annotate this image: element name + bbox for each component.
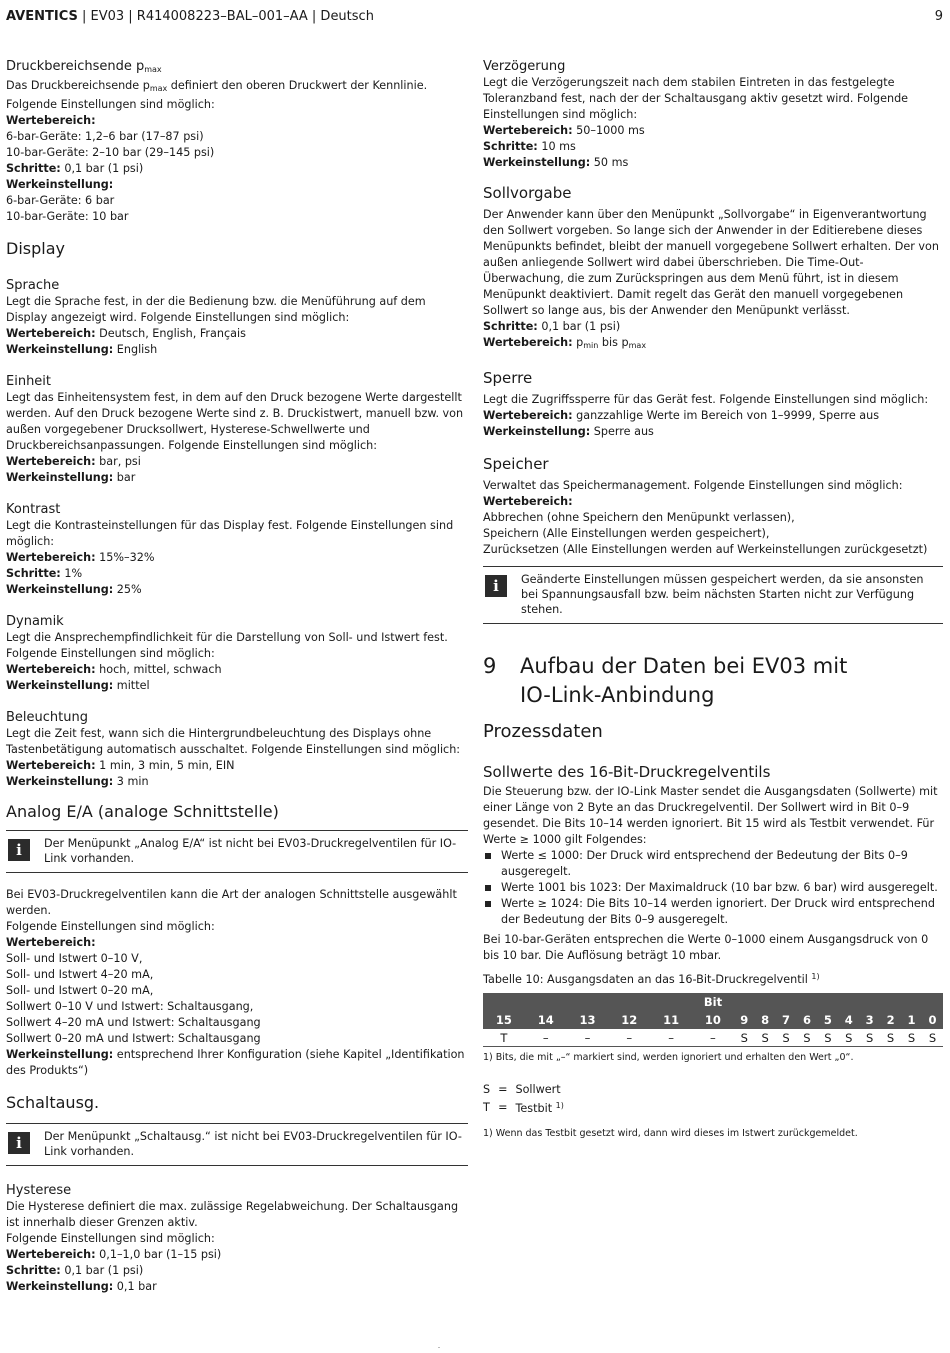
list-item: Werte ≤ 1000: Der Druck wird entsprechend der Bedeutung der Bits 0–9 ausgeregelt. [483,848,943,880]
pmax-desc-2: Folgende Einstellungen sind möglich: [6,98,215,111]
bit-value: S [838,1029,859,1047]
label-werkeinstellung: Werkeinstellung: [6,178,114,191]
prozessdaten-heading: Prozessdaten [483,721,603,742]
sollwerte-heading: Sollwerte des 16-Bit-Druckregelventils [483,763,771,781]
bit-value: S [734,1029,755,1047]
analog-option: Sollwert 0–20 mA und Istwert: Schaltausgang [6,1032,261,1045]
pmax-step: Schritte: 0,1 bar (1 psi) [6,162,144,175]
analog-text-2: Folgende Einstellungen sind möglich: [6,920,215,933]
kontrast-wk: Werkeinstellung: 25% [6,583,142,596]
pmax-desc: Das Druckbereichsende $p_{max}$ definiert den oberen Druckwert der Kennlinie. [6,79,428,93]
bit-table [483,993,943,1047]
table-footnote: 1) Bits, die mit „–“ markiert sind, werden ignoriert und erhalten den Wert „0“. [483,1052,854,1063]
pmax-title: Druckbereichsende $p_{max}$ [6,59,162,74]
kontrast-wb: Wertebereich: 15%–32% [6,551,155,564]
bit-header: 9 [734,1011,755,1029]
dynamik-wb: Wertebereich: hoch, mittel, schwach [6,663,222,676]
left-column [6,58,468,1295]
bit-value: – [567,1029,609,1047]
info-icon: i [8,839,30,861]
bit-header: 4 [838,1011,859,1029]
table-row [483,1029,943,1047]
verzoegerung-text: Legt die Verzögerungszeit nach dem stabilen Eintreten in das festgelegte Toleranzband fest, nach der der Schaltausgang aktiv gesetzt wird. Folgende Einstellungen sind möglich: [483,76,909,121]
bit-header: 6 [797,1011,818,1029]
analog-option: Soll- und Istwert 4–20 mA, [6,968,154,981]
list-item: Werte 1001 bis 1023: Der Maximaldruck (10 bar bzw. 6 bar) wird ausgeregelt. [483,880,943,896]
table-group-header: Bit [483,993,943,1011]
dynamik-wk: Werkeinstellung: mittel [6,679,150,692]
hysterese-text-2: Folgende Einstellungen sind möglich: [6,1232,215,1245]
doc-info: | EV03 | R414008223–BAL–001–AA | Deutsch [77,9,374,24]
bit-value: – [650,1029,692,1047]
kontrast-text: Legt die Kontrasteinstellungen für das Display fest. Folgende Einstellungen sind möglich: [6,519,454,548]
sperre-text: Legt die Zugriffssperre für das Gerät fest. Folgende Einstellungen sind möglich: [483,393,929,406]
bit-value: S [901,1029,922,1047]
list-item: Werte ≥ 1024: Die Bits 10–14 werden ignoriert. Der Druck wird entsprechend der Bedeutung der Bits 0–9 ausgeregelt. [483,896,943,928]
analog-option: Sollwert 4–20 mA und Istwert: Schaltausgang [6,1016,261,1029]
page-mark [438,1347,440,1348]
dynamik-title: Dynamik [6,614,64,629]
sollwerte-list [483,848,943,928]
bit-header: 14 [525,1011,567,1029]
pmax-range-6bar: 6-bar-Geräte: 1,2–6 bar (17–87 psi) [6,130,204,143]
einheit-text: Legt das Einheitensystem fest, in dem auf den Druck bezogene Werte dargestellt werden. Auf den Druck bezogene Werte sind z. B. Druckistwert, manuell bzw. von außen vorgegebener Drucksollwert, Hysterese-Schwellwerte und Druckbereichsanpassungen. Folgende Einstellungen sind möglich: [6,391,464,452]
beleuchtung-wk: Werkeinstellung: 3 min [6,775,149,788]
pmax-range-10bar: 10-bar-Geräte: 2–10 bar (29–145 psi) [6,146,215,159]
schaltausg-note [6,1123,468,1166]
schaltausg-note-text: Der Menüpunkt „Schaltausg.“ ist nicht bei EV03-Druckregelventilen für IO-Link vorhanden. [44,1130,462,1158]
sollwerte-text: Die Steuerung bzw. der IO-Link Master sendet die Ausgangsdaten (Sollwerte) mit einer Länge von 2 Byte an das Druckregelventil. Der Sollwert wird in Bit 0–9 gesendet. Die Bits 10–14 werden ignoriert. Bit 15 wird als Testbit verwendet. Für Werte ≥ 1000 gilt Folgendes: [483,785,938,846]
analog-note-text: Der Menüpunkt „Analog E/A“ ist nicht bei EV03-Druckregelventilen für IO-Link vorhanden. [44,837,457,865]
bit-value: – [608,1029,650,1047]
bit-header: 12 [608,1011,650,1029]
sollwerte-text-2: Bei 10-bar-Geräten entsprechen die Werte 0–1000 einem Ausgangsdruck von 0 bis 10 bar. Die Auflösung beträgt 10 mbar. [483,933,929,962]
chapter-heading [483,652,943,710]
analog-option: Soll- und Istwert 0–20 mA, [6,984,154,997]
bit-header: 1 [901,1011,922,1029]
einheit-wb: Wertebereich: bar, psi [6,455,141,468]
bit-value: S [859,1029,880,1047]
bit-header: 8 [755,1011,776,1029]
bit-value: S [817,1029,838,1047]
sprache-text: Legt die Sprache fest, in der die Bedienung bzw. die Menüführung auf dem Display angezeigt wird. Folgende Einstellungen sind möglich: [6,295,426,324]
display-heading: Display [6,239,65,258]
sollvorgabe-heading: Sollvorgabe [483,184,572,202]
beleuchtung-text: Legt die Zeit fest, wann sich die Hintergrundbeleuchtung des Displays ohne Tastenbetätigung automatisch ausschaltet. Folgende Einstellungen sind möglich: [6,727,461,756]
beleuchtung-title: Beleuchtung [6,710,88,725]
speicher-option: Zurücksetzen (Alle Einstellungen werden auf Werkeinstellungen zurückgesetzt) [483,543,928,556]
pmax-default-6bar: 6-bar-Geräte: 6 bar [6,194,115,207]
einheit-wk: Werkeinstellung: bar [6,471,136,484]
verzoegerung-wb: Wertebereich: 50–1000 ms [483,124,645,137]
verzoegerung-step: Schritte: 10 ms [483,140,576,153]
chapter-title-line1: Aufbau der Daten bei EV03 mit [520,654,848,678]
speicher-text: Verwaltet das Speichermanagement. Folgende Einstellungen sind möglich: [483,479,903,492]
bit-value: S [880,1029,901,1047]
analog-option: Sollwert 0–10 V und Istwert: Schaltausgang, [6,1000,254,1013]
analog-wk: Werkeinstellung: entsprechend Ihrer Konfiguration (siehe Kapitel „Identifikation des Produkts“) [6,1048,465,1077]
legend [483,1082,572,1117]
bit-value: T [483,1029,525,1047]
bit-header: 0 [922,1011,943,1029]
right-column [483,58,943,1150]
bit-value: S [755,1029,776,1047]
einheit-title: Einheit [6,374,52,389]
legend-eq: = [498,1100,508,1114]
bit-value: S [776,1029,797,1047]
dynamik-text: Legt die Ansprechempfindlichkeit für die Darstellung von Soll- und Istwert fest. Folgende Einstellungen sind möglich: [6,631,448,660]
hysterese-title: Hysterese [6,1183,72,1198]
bit-value: S [797,1029,818,1047]
kontrast-title: Kontrast [6,502,61,517]
hysterese-wb: Wertebereich: 0,1–1,0 bar (1–15 psi) [6,1248,222,1261]
footnote-testbit: 1) Wenn das Testbit gesetzt wird, dann wird dieses im Istwert zurückgemeldet. [483,1128,858,1139]
verzoegerung-title: Verzögerung [483,59,566,74]
sprache-wk: Werkeinstellung: English [6,343,158,356]
speicher-note [483,566,943,624]
sperre-heading: Sperre [483,369,533,387]
legend-key: S [483,1083,491,1096]
chapter-number: 9 [483,654,497,678]
page-header [6,9,374,25]
bit-header: 7 [776,1011,797,1029]
table-caption: Tabelle 10: Ausgangsdaten an das 16-Bit-Druckregelventil $^{1)}$ [483,972,820,986]
sollvorgabe-step: Schritte: 0,1 bar (1 psi) [483,320,621,333]
bit-header: 5 [817,1011,838,1029]
pmax-default-10bar: 10-bar-Geräte: 10 bar [6,210,129,223]
sprache-wb: Wertebereich: Deutsch, English, Français [6,327,246,340]
hysterese-step: Schritte: 0,1 bar (1 psi) [6,1264,144,1277]
analog-option: Soll- und Istwert 0–10 V, [6,952,143,965]
table-header-row [483,1011,943,1029]
sperre-wk: Werkeinstellung: Sperre aus [483,425,654,438]
speicher-note-text: Geänderte Einstellungen müssen gespeichert werden, da sie ansonsten bei Spannungsausfall bzw. beim nächsten Starten nicht zur Verfügung stehen. [521,573,924,616]
label-wertebereich: Wertebereich: [6,114,96,127]
legend-value: Testbit $^{1)}$ [515,1101,564,1115]
bit-value: – [692,1029,734,1047]
schaltausg-heading: Schaltausg. [6,1093,100,1112]
analog-heading: Analog E/A (analoge Schnittstelle) [6,802,279,821]
bit-header: 3 [859,1011,880,1029]
hysterese-text: Die Hysterese definiert die max. zulässige Regelabweichung. Der Schaltausgang ist innerhalb dieser Grenzen aktiv. [6,1200,459,1229]
hysterese-wk: Werkeinstellung: 0,1 bar [6,1280,157,1293]
speicher-heading: Speicher [483,455,549,473]
sprache-title: Sprache [6,278,60,293]
page-number: 9 [934,9,943,24]
beleuchtung-wb: Wertebereich: 1 min, 3 min, 5 min, EIN [6,759,235,772]
legend-value: Sollwert [515,1083,561,1096]
info-icon: i [8,1132,30,1154]
bit-header: 11 [650,1011,692,1029]
bit-header: 10 [692,1011,734,1029]
bit-value: – [525,1029,567,1047]
sollvorgabe-text: Der Anwender kann über den Menüpunkt „Sollvorgabe“ in Eigenverantwortung den Sollwert vorgeben. So lange sich der Anwender in der Editierebene dieses Menüpunkts befindet, bleibt der manuell vorgegebene Sollwert erhalten. Der von außen anliegende Sollwert wird dabei überschrieben. Die Time-Out-Überwachung, die zum Zurückspringen aus dem Menü führt, ist in diesem Menüpunkt deaktiviert. Damit regelt das Gerät den manuell vorgegebenen Sollwert so lange aus, bis der Anwender den Menüpunkt verlässt. [483,208,939,317]
analog-text: Bei EV03-Druckregelventilen kann die Art der analogen Schnittstelle ausgewählt werden. [6,888,457,917]
sollvorgabe-wb: Wertebereich: $p_{min}$ bis $p_{max}$ [483,336,647,350]
speicher-wb-label: Wertebereich: [483,495,573,508]
speicher-option: Abbrechen (ohne Speichern den Menüpunkt verlassen), [483,511,795,524]
sperre-wb: Wertebereich: ganzzahlige Werte im Bereich von 1–9999, Sperre aus [483,409,880,422]
chapter-title-line2: IO-Link-Anbindung [520,683,715,707]
analog-wb-label: Wertebereich: [6,936,96,949]
info-icon: i [485,575,507,597]
brand: AVENTICS [6,9,78,24]
bit-value: S [922,1029,943,1047]
legend-eq: = [498,1083,508,1096]
bit-header: 13 [567,1011,609,1029]
speicher-option: Speichern (Alle Einstellungen werden gespeichert), [483,527,770,540]
verzoegerung-wk: Werkeinstellung: 50 ms [483,156,629,169]
analog-note [6,830,468,873]
kontrast-step: Schritte: 1% [6,567,83,580]
bit-header: 15 [483,1011,525,1029]
bit-header: 2 [880,1011,901,1029]
legend-key: T [483,1100,490,1114]
